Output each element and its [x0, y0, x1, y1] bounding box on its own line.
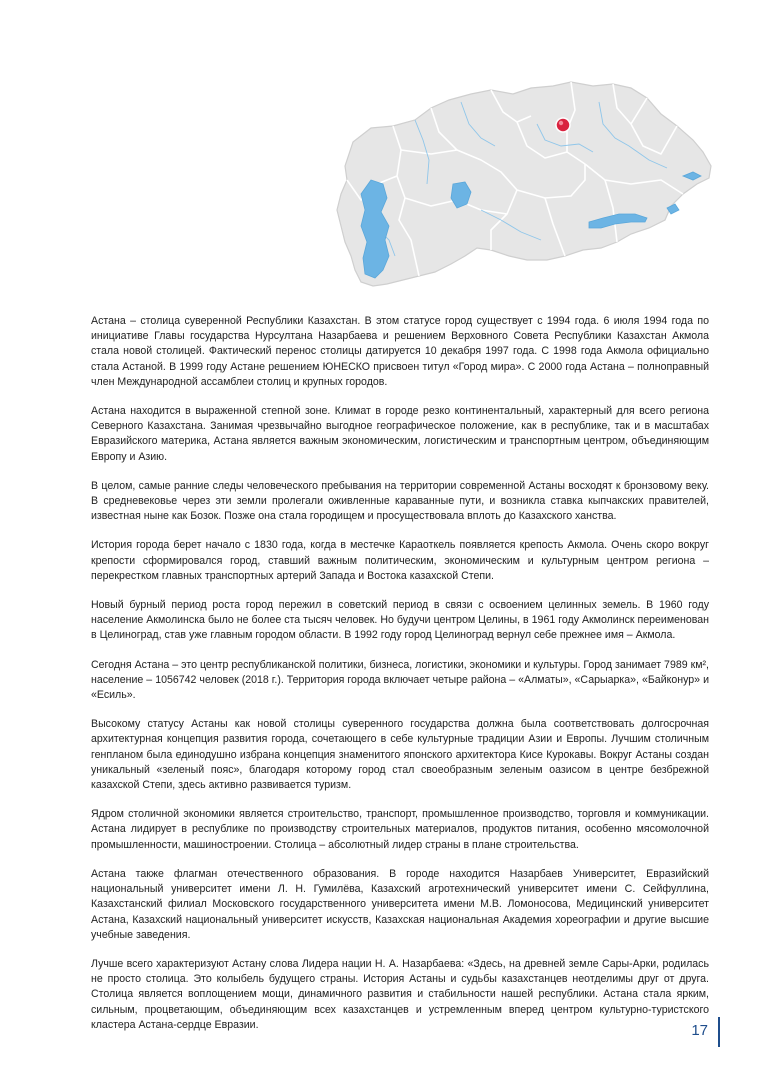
paragraph: В целом, самые ранние следы человеческого пребывания на территории современной Астаны восходят к бронзовому веку. В средневековье через эти земли пролегали оживленные караванные пути, и возникла ставка кыпчакских правителей, известная ныне как Бозок. Позже она стала городищем и просуществовала вплоть до Казахского ханства. — [91, 479, 709, 523]
paragraph: Сегодня Астана – это центр республиканской политики, бизнеса, логистики, экономики и культуры. Город занимает 7989 км², население – 1056742 человек (2018 г.). Территория города включает четыре района – «Алматы», «Сарыарка», «Байконур» и «Есиль». — [91, 658, 709, 702]
page-number: 17 — [691, 1022, 708, 1039]
paragraph: Астана находится в выраженной степной зоне. Климат в городе резко континентальный, характерный для всего региона Северного Казахстана. Занимая чрезвычайно выгодное географическое положение, как в республике, так и в масштабах Евразийского материка, Астана является важным экономическим, логистическим и транспортным центром, объединяющим Европу и Азию. — [91, 405, 709, 463]
paragraph: История города берет начало с 1830 года, когда в местечке Караоткель появляется крепость Акмола. Очень скоро вокруг крепости сформировался город, ставший важным политическим, экономическим и культурным центром региона – перекрестком главных транспортных артерий Запада и Востока казахской Степи. — [91, 539, 709, 582]
paragraph: Астана также флагман отечественного образования. В городе находится Назарбаев Университет, Евразийский национальный университет имени Л. Н. Гумилёва, Казахский агротехнический университет имени С. Сейфуллина, Казахстанский филиал Московского государственного университета имени М.В. Ломоносова, Медицинский университет Астана, Казахский национальный университет искусств, Казахская национальная Академия хореографии и другие высшие учебные заведения. — [91, 867, 709, 941]
page-number-divider — [718, 1017, 720, 1047]
paragraph: Высокому статусу Астаны как новой столицы суверенного государства должна была соответствовать долгосрочная архитектурная концепция развития города, сочетающего в себе культурные традиции Азии и Европы. Лучшим столичным генпланом была единодушно избрана концепция знаменитого японского архитектора Кисе Курокавы. Вокруг Астаны создан уникальный «зеленый пояс», благодаря которому город стал своеобразным зеленым оазисом в центре безбрежной казахской Степи, здесь активно развивается туризм. — [91, 718, 709, 792]
article-body — [91, 314, 709, 1047]
paragraph: Лучше всего характеризуют Астану слова Лидера нации Н. А. Назарбаева: «Здесь, на древней земле Сары-Арки, родилась не просто столица. Это колыбель будущего страны. История Астаны и судьбы казахстанцев неотделимы друг от друга. Столица является воплощением мощи, динамичного развития и стабильности нашей республики. Астана стала ярким, сильным, процветающим, объединяющим всех казахстанцев и устремленным вперед центром культурно-туристского кластера Астана-сердце Евразии. — [91, 957, 709, 1031]
location-dot-icon — [556, 118, 570, 132]
paragraph: Ядром столичной экономики является строительство, транспорт, промышленное производство, торговля и коммуникации. Астана лидирует в республике по производству строительных материалов, продуктов питания, особенно мясомолочной промышленности, машиностроении. Столица – абсолютный лидер страны в плане строительства. — [91, 808, 709, 851]
paragraph: Астана – столица суверенной Республики Казахстан. В этом статусе город существует с 1994 года. 6 июля 1994 года по инициативе Главы государства Нурсултана Назарбаева и решением Верховного Совета Республики Казахстан Акмола стала новой столицей. Фактический перенос столицы датируется 10 декабря 1997 года. С 1998 года Акмола официально стала Астаной. В 1999 году Астане решением ЮНЕСКО присвоен титул «Город мира». С 2000 года Астана – полноправный член Международной ассамблеи столиц и крупных городов. — [91, 315, 709, 388]
caspian-sea — [361, 180, 389, 278]
kazakhstan-map — [331, 80, 717, 290]
country-outline — [337, 82, 711, 286]
paragraph: Новый бурный период роста город пережил в советский период в связи с освоением целинных земель. В 1960 году население Акмолинска было не более ста тысяч человек. Но будучи центром Целины, в 1961 году Акмолинск переименован в Целиноград, став уже главным городом области. В 1992 году город Целиноград вернул себе прежнее имя – Акмола. — [91, 599, 709, 642]
kazakhstan-map-svg — [331, 80, 717, 290]
